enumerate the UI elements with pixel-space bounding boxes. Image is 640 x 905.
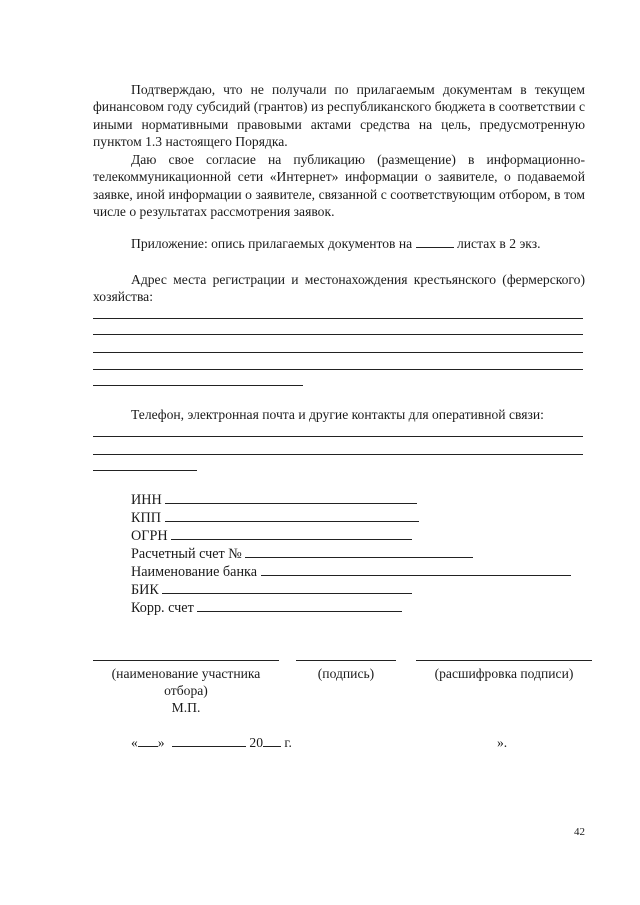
contacts-blank-line-2[interactable] [93,454,583,455]
date-close-quote: » [157,735,165,750]
participant-name-line[interactable] [93,660,279,661]
address-text: Адрес места регистрации и местонахождения крестьянского (фермерского) хозяйства: [93,272,585,305]
stamp-mark: М.П. [171,700,201,715]
page-number: 42 [574,826,585,838]
participant-caption-line-1: (наименование участника [111,666,261,681]
date-year-prefix: 20 [249,735,263,750]
attachment-suffix: листах в 2 экз. [457,236,541,251]
bik-field[interactable] [162,581,412,594]
participant-caption [93,665,279,716]
ogrn-label: ОГРН [131,528,168,544]
account-row [131,545,473,563]
kpp-label: КПП [131,510,161,526]
inn-field[interactable] [165,491,417,504]
contacts-blank-line-3[interactable] [93,470,197,471]
attachment-prefix: Приложение: опись прилагаемых документов на [131,236,413,251]
account-field[interactable] [245,545,473,558]
address-blank-line-1[interactable] [93,318,583,319]
ogrn-field[interactable] [171,527,412,540]
signature-decode-line[interactable] [416,660,592,661]
participant-caption-line-2: отбора) [164,683,208,698]
bank-label: Наименование банка [131,564,258,580]
date-month-field[interactable] [172,734,246,747]
attachment-line [131,235,540,252]
contacts-label: Телефон, электронная почта и другие контакты для оперативной связи: [131,407,544,422]
address-blank-line-4[interactable] [93,369,583,370]
corr-label: Корр. счет [131,600,194,616]
date-line [131,734,292,751]
consent-text: Даю свое согласие на публикацию (размещение) в информационно-телекоммуникационной сети «Интернет» информации о заявителе, о подаваемой заявке, иной информации о заявителе, связанной с соответствующим отбором, в том числе о результатах рассмотрения заявок. [93,152,585,220]
contacts-blank-line-1[interactable] [93,436,583,437]
ogrn-row [131,527,412,545]
kpp-field[interactable] [165,509,419,522]
consent-paragraph [93,151,585,221]
bank-row [131,563,571,581]
inn-row [131,491,417,509]
account-label: Расчетный счет № [131,546,242,562]
address-blank-line-2[interactable] [93,334,583,335]
signature-caption: (подпись) [317,666,375,681]
corr-row [131,599,402,617]
signature-line[interactable] [296,660,396,661]
bank-field[interactable] [261,563,571,576]
date-year-suffix: г. [284,735,292,750]
bik-row [131,581,412,599]
corr-field[interactable] [197,599,402,612]
date-end-mark: ». [497,735,508,750]
inn-label: ИНН [131,492,162,508]
bik-label: БИК [131,582,159,598]
decode-caption: (расшифровка подписи) [434,666,574,681]
date-day-field[interactable] [138,734,158,747]
address-blank-line-3[interactable] [93,352,583,353]
date-year-field[interactable] [263,734,281,747]
confirmation-paragraph [93,81,585,151]
address-blank-line-5[interactable] [93,385,303,386]
address-paragraph [93,271,585,306]
kpp-row [131,509,419,527]
date-open-quote: « [131,735,138,750]
confirmation-text: Подтверждаю, что не получали по прилагаемым документам в текущем финансовом году субсидий (грантов) из республиканского бюджета в соответствии с иными нормативными правовыми актами средства на цель, предусмотренную пунктом 1.3 настоящего Порядка. [93,82,585,150]
attachment-pages-blank[interactable] [416,235,454,248]
